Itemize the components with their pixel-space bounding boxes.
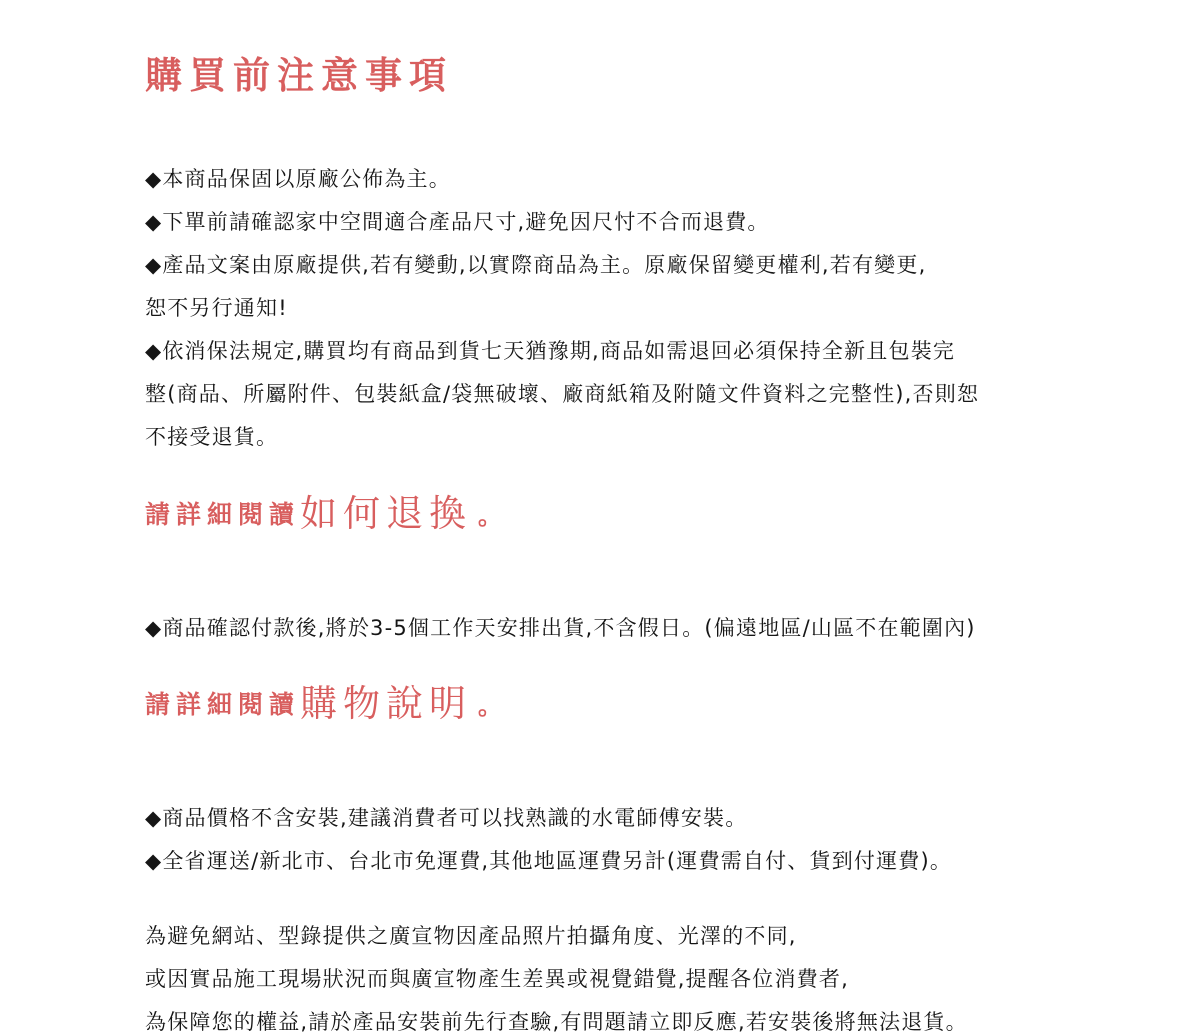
shipping-notice (145, 607, 1154, 650)
heading-main: 購物說明 (300, 682, 473, 725)
heading-shopping-guide (145, 680, 1154, 735)
install-line: ◆全省運送/新北市、台北市免運費,其他地區運費另計(運費需自付、貨到付運費)。 (145, 849, 953, 873)
notice-line: ◆下單前請確認家中空間適合產品尺寸,避免因尺忖不合而退費。 (145, 210, 770, 234)
heading-period: 。 (478, 502, 503, 530)
page-title: 購買前注意事項 (145, 54, 453, 97)
heading-main: 如何退換 (300, 492, 473, 535)
notice-line: ◆產品文案由原廠提供,若有變動,以實際商品為主。原廠保留變更權利,若有變更, (145, 253, 927, 277)
shipping-line: ◆商品確認付款後,將於3-5個工作天安排出貨,不含假日。(偏遠地區/山區不在範圍內) (145, 616, 976, 640)
install-shipping-list (145, 797, 1154, 883)
disclaimer-line: 為避免網站、型錄提供之廣宣物因產品照片拍攝角度、光澤的不同, (145, 924, 797, 948)
notice-line: ◆本商品保固以原廠公佈為主。 (145, 167, 451, 191)
disclaimer-line: 或因實品施工現場狀況而與廣宣物產生差異或視覺錯覺,提醒各位消費者, (145, 967, 849, 991)
notice-line: 不接受退貨。 (145, 425, 279, 449)
notice-line: ◆依消保法規定,購買均有商品到貨七天猶豫期,商品如需退回必須保持全新且包裝完 (145, 339, 956, 363)
notice-line: 恕不另行通知! (145, 296, 288, 320)
heading-prefix: 請詳細閱讀 (145, 500, 301, 529)
disclaimer-paragraph (145, 915, 1154, 1036)
purchase-notice-list (145, 158, 1154, 459)
disclaimer-line: 為保障您的權益,請於產品安裝前先行查驗,有問題請立即反應,若安裝後將無法退貨。 (145, 1010, 968, 1034)
notice-line: 整(商品、所屬附件、包裝紙盒/袋無破壞、廠商紙箱及附隨文件資料之完整性),否則恕 (145, 382, 980, 406)
install-line: ◆商品價格不含安裝,建議消費者可以找熟識的水電師傅安裝。 (145, 806, 748, 830)
heading-period: 。 (478, 692, 503, 720)
heading-prefix: 請詳細閱讀 (145, 690, 301, 719)
heading-how-to-return (145, 490, 1154, 545)
